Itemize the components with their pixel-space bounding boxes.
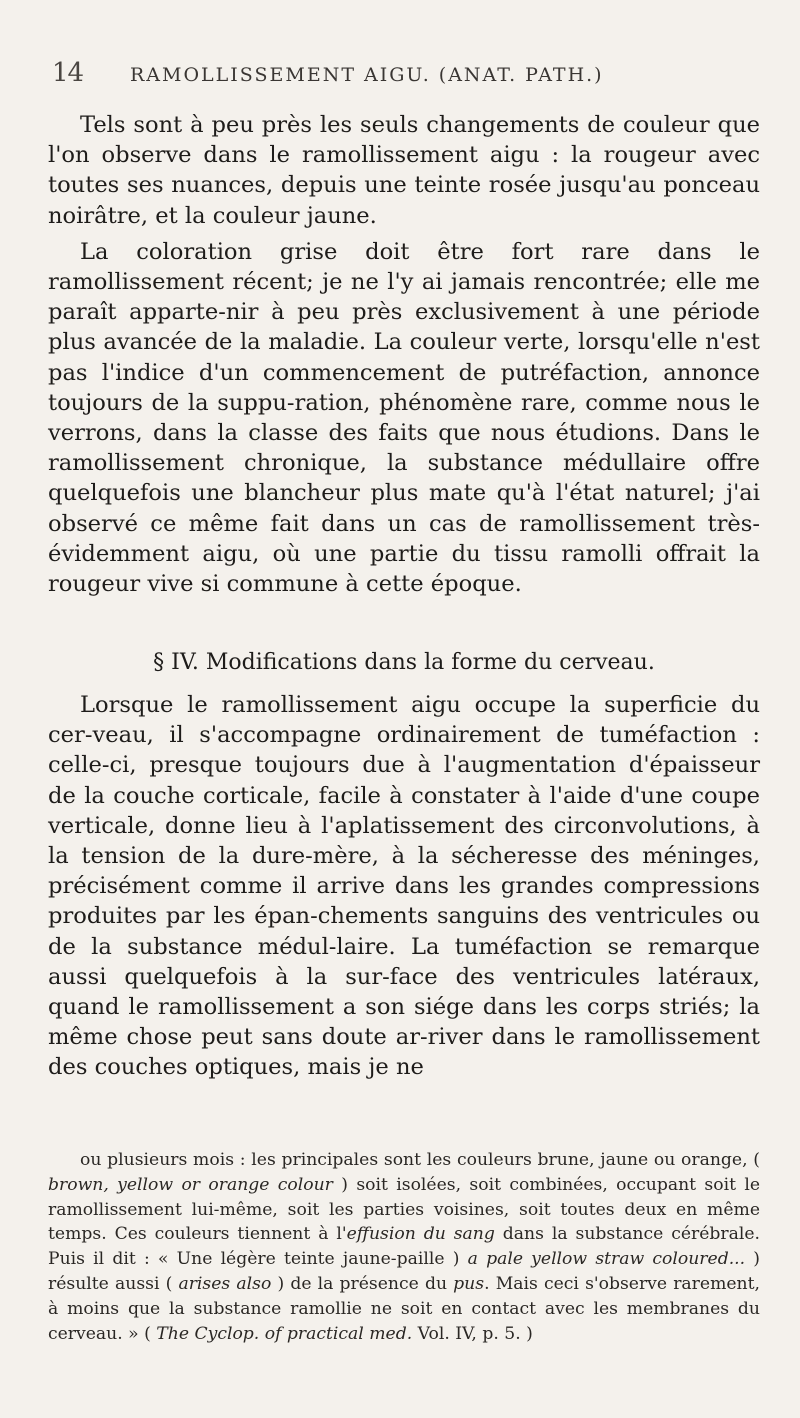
footnote-segment: . Mais ceci s'observe rarement, à moins que la substance ramollie ne soit en contact avec les membranes du cerveau. » (	[48, 1273, 760, 1344]
footnote-segment: dans la substance cérébrale. Puis il dit : « Une légère teinte jaune-paille )	[48, 1224, 760, 1270]
paragraph: La coloration grise doit être fort rare dans le ramollissement récent; je ne l'y ai jamais rencontrée; elle me paraît apparte-nir à peu près exclusivement à une période plus avancée de la maladie. La couleur verte, lorsqu'elle n'est pas l'indice d'un commencement de putréfaction, annonce toujours de la suppu-ration, phénomène rare, comme nous le verrons, dans la classe des faits que nous étudions. Dans le ramollissement chronique, la substance médullaire offre quelquefois une blancheur plus mate qu'à l'état naturel; j'ai observé ce même fait dans un cas de ramollissement très-évidemment aigu, où une partie du tissu ramolli offrait la rougeur vive si commune à cette époque.	[48, 238, 760, 598]
footnote-citation: The Cyclop. of practical med.	[156, 1323, 413, 1344]
footnote-italic: arises also	[178, 1273, 272, 1294]
page-header	[50, 58, 750, 98]
paragraph: Tels sont à peu près les seuls changements de couleur que l'on observe dans le ramollissement aigu : la rougeur avec toutes ses nuances, depuis une teinte rosée jusqu'au ponceau noirâtre, et la couleur jaune.	[48, 112, 760, 229]
footnote-italic: brown, yellow or orange colour	[48, 1174, 333, 1195]
section-title: § IV. Modifications dans la forme du cerveau.	[153, 650, 655, 675]
footnote	[48, 1148, 760, 1346]
paragraph: Lorsque le ramollissement aigu occupe la superficie du cer-veau, il s'accompagne ordinairement de tuméfaction : celle-ci, presque toujours due à l'augmentation d'épaisseur de la couche corticale, facile à constater à l'aide d'une coupe verticale, donne lieu à l'aplatissement des circonvolutions, à la tension de la dure-mère, à la sécheresse des méninges, précisément comme il arrive dans les grandes compressions produites par les épan-chements sanguins des ventricules ou de la substance médul-laire. La tuméfaction se remarque aussi quelquefois à la sur-face des ventricules latéraux, quand le ramollissement a son siége dans les corps striés; la même chose peut sans doute ar-river dans le ramollissement des couches optiques, mais je ne	[48, 692, 760, 1081]
running-head: RAMOLLISSEMENT AIGU. (ANAT. PATH.)	[130, 64, 604, 86]
body-text	[48, 110, 760, 599]
footnote-segment: ) de la présence du	[271, 1273, 454, 1294]
footnote-text	[48, 1148, 760, 1346]
footnote-italic: pus	[453, 1273, 485, 1294]
page-number: 14	[52, 58, 84, 88]
footnote-segment: ) soit isolées, soit combinées, occupant soit le ramollissement lui-même, soit les parties voisines, soit toutes deux en même temps. Ces couleurs tiennent à l'	[48, 1174, 761, 1245]
footnote-italic: a pale yellow straw coloured...	[467, 1249, 746, 1270]
footnote-segment: ) résulte aussi (	[48, 1249, 760, 1294]
footnote-italic: effusion du sang	[346, 1224, 495, 1245]
footnote-segment: ou plusieurs mois : les principales sont les couleurs brune, jaune ou orange, (	[80, 1150, 760, 1170]
footnote-segment: Vol. IV, p. 5. )	[412, 1323, 533, 1344]
section-body	[48, 690, 760, 1083]
